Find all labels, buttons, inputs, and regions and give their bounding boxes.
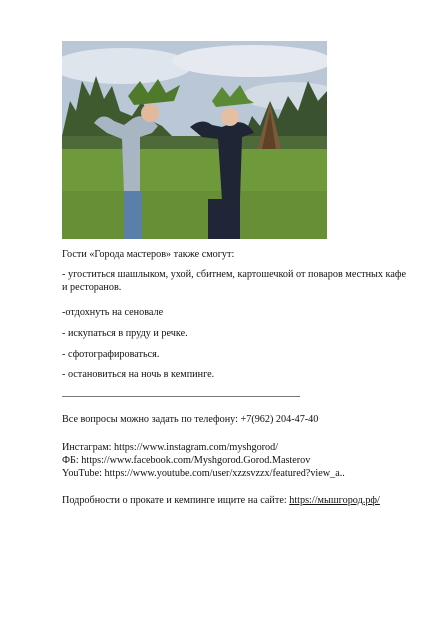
website-link[interactable]: https://мышгород.рф/ [289,495,380,506]
youtube-line: YouTube: https://www.youtube.com/user/xzzsvzzx/featured?view_a.. [62,468,345,479]
list-item: -отдохнуть на сеновале [62,307,164,318]
list-item: - искупаться в пруду и речке. [62,328,188,339]
horizontal-rule [62,396,300,397]
phone-line: Все вопросы можно задать по телефону: +7(962) 204-47-40 [62,414,319,425]
footer-line [62,494,406,507]
photo-two-girls-with-wreaths [62,41,327,239]
facebook-line: ФБ: https://www.facebook.com/Myshgorod.Gorod.Masterov [62,455,311,466]
instagram-line: Инстаграм: https://www.instagram.com/myshgorod/ [62,442,279,453]
list-item: - угоститься шашлыком, ухой, сбитнем, картошечкой от поваров местных кафе и ресторанов. [62,269,406,293]
list-item: - сфотографироваться. [62,349,160,360]
list-item: - остановиться на ночь в кемпинге. [62,369,215,380]
intro-line: Гости «Города мастеров» также смогут: [62,249,235,260]
footer-text: Подробности о прокате и кемпинге ищите на сайте: [62,495,290,506]
